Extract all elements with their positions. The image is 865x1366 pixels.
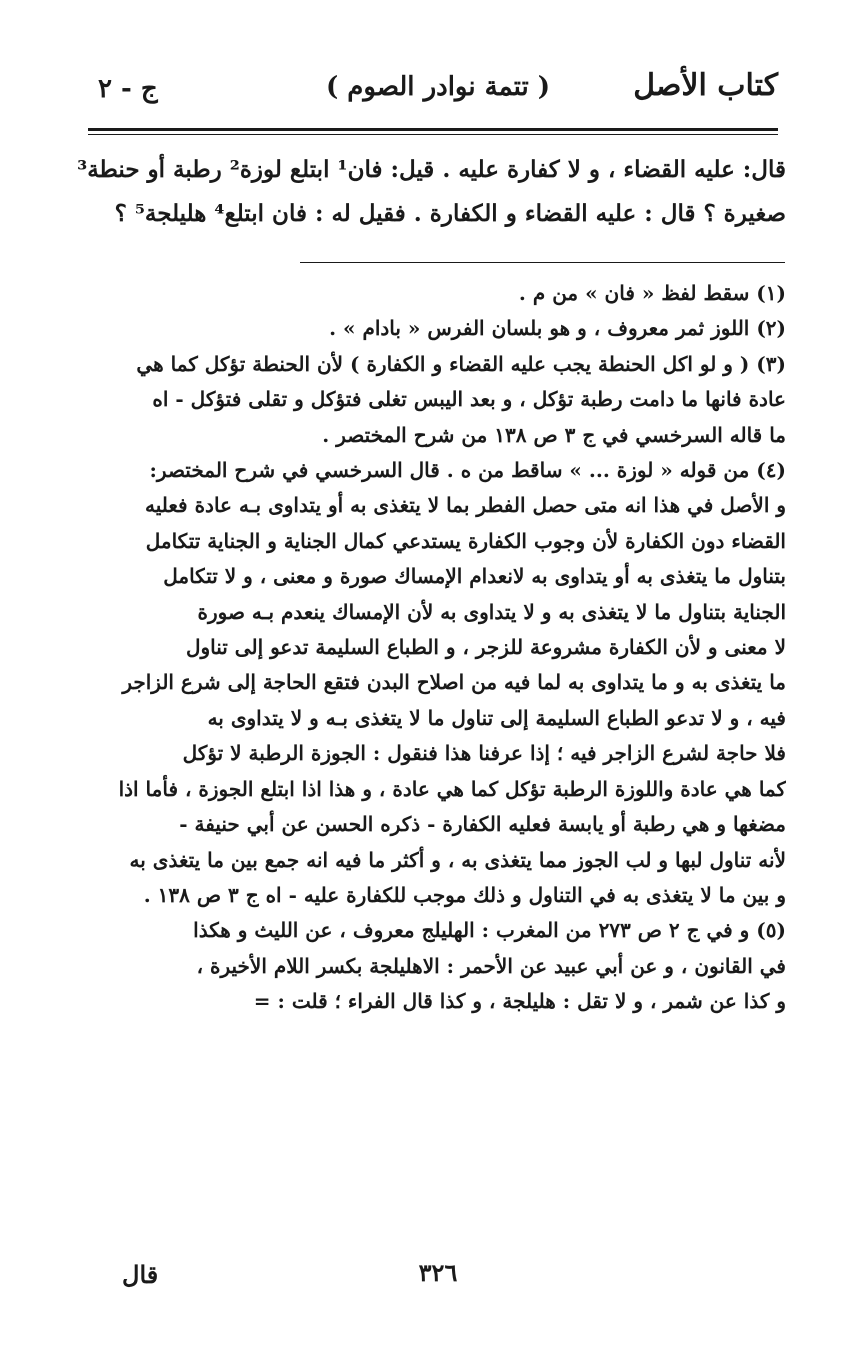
volume-label: ج - ٢ (98, 74, 158, 104)
book-title: كتاب الأصل (633, 68, 778, 103)
footnotes (96, 276, 786, 1020)
footnote-line: و بين ما لا يتغذى به في التناول و ذلك موجب للكفارة عليه - اه ج ٣ ص ١٣٨ . (143, 882, 786, 907)
footnote-line: و كذا عن شمر ، و لا تقل : هليلجة ، و كذا قال الفراء ؛ قلت : = (253, 989, 786, 1014)
footnote-line: كما هي عادة واللوزة الرطبة تؤكل كما هي عادة ، و هذا اذا ابتلع الجوزة ، فأما اذا (118, 776, 786, 801)
footnote-line: القضاء دون الكفارة لأن وجوب الكفارة يستدعي كمال الجناية و الجناية تتكامل (145, 528, 786, 553)
footnote-line: (٤) من قوله « لوزة ... » ساقط من ه . قال السرخسي في شرح المختصر: (149, 458, 786, 483)
footnote-line: ما يتغذى به و ما يتداوى به لما فيه من اصلاح البدن فتقع الحاجة إلى شرع الزاجر (122, 670, 786, 695)
footnote-line: الجناية بتناول ما لا يتغذى به و لا يتداوى به لأن الإمساك ينعدم بـه صورة (197, 599, 786, 624)
header-rule-thin (88, 134, 778, 135)
main-text-line: قال: عليه القضاء ، و لا كفارة عليه . قيل: فان¹ ابتلع لوزة² رطبة أو حنطة³ (77, 156, 786, 183)
footnote-line: في القانون ، و عن أبي عبيد عن الأحمر : الاهليلجة بكسر اللام الأخيرة ، (196, 953, 786, 978)
footnote-line: بتناول ما يتغذى به أو يتداوى به لانعدام الإمساك صورة و معنى ، و لا تتكامل (163, 564, 786, 589)
main-text-line: صغيرة ؟ قال : عليه القضاء و الكفارة . فقيل له : فان ابتلع⁴ هليلجة⁵ ؟ (114, 200, 786, 227)
footnote-line: (١) سقط لفظ « فان » من م . (518, 281, 786, 305)
header-rule (88, 128, 778, 131)
footnote-line: و الأصل في هذا انه متى حصل الفطر بما لا يتغذى به أو يتداوى بـه عادة فعليه (145, 493, 786, 518)
footnote-line: فلا حاجة لشرع الزاجر فيه ؛ إذا عرفنا هذا فنقول : الجوزة الرطبة لا تؤكل (182, 741, 786, 766)
footnote-line: لا معنى و لأن الكفارة مشروعة للزجر ، و الطباع السليمة تدعو إلى تناول (185, 635, 786, 660)
page-number: ٣٢٦ (418, 1258, 458, 1287)
footnote-line: فيه ، و لا تدعو الطباع السليمة إلى تناول ما لا يتغذى بـه و لا يتداوى به (207, 705, 786, 730)
footnote-line: لأنه تناول لبها و لب الجوز مما يتغذى به ، و أكثر ما فيه انه جمع بين ما يتغذى به (129, 847, 786, 872)
main-text (77, 148, 786, 236)
footnote-line: (٥) و في ج ٢ ص ٢٧٣ من المغرب : الهليلج معروف ، عن الليث و هكذا (193, 918, 786, 943)
catchword: قال (122, 1260, 159, 1289)
footnote-line: (٣) ( و لو اكل الحنطة يجب عليه القضاء و الكفارة ) لأن الحنطة تؤكل كما هي (136, 351, 786, 376)
footnote-line: (٢) اللوز ثمر معروف ، و هو بلسان الفرس « بادام » . (329, 316, 786, 341)
page-header (98, 68, 778, 112)
footnote-line: ما قاله السرخسي في ج ٣ ص ١٣٨ من شرح المختصر . (322, 422, 786, 447)
footnote-line: عادة فانها ما دامت رطبة تؤكل ، و بعد اليبس تغلى فتؤكل و تقلى فتؤكل - اه (152, 387, 786, 412)
footnote-separator (300, 262, 785, 263)
page-footer (98, 1258, 778, 1298)
footnote-line: مضغها و هي رطبة أو يابسة فعليه الكفارة - ذكره الحسن عن أبي حنيفة - (179, 812, 786, 837)
section-title: ( تتمة نوادر الصوم ) (325, 72, 551, 102)
